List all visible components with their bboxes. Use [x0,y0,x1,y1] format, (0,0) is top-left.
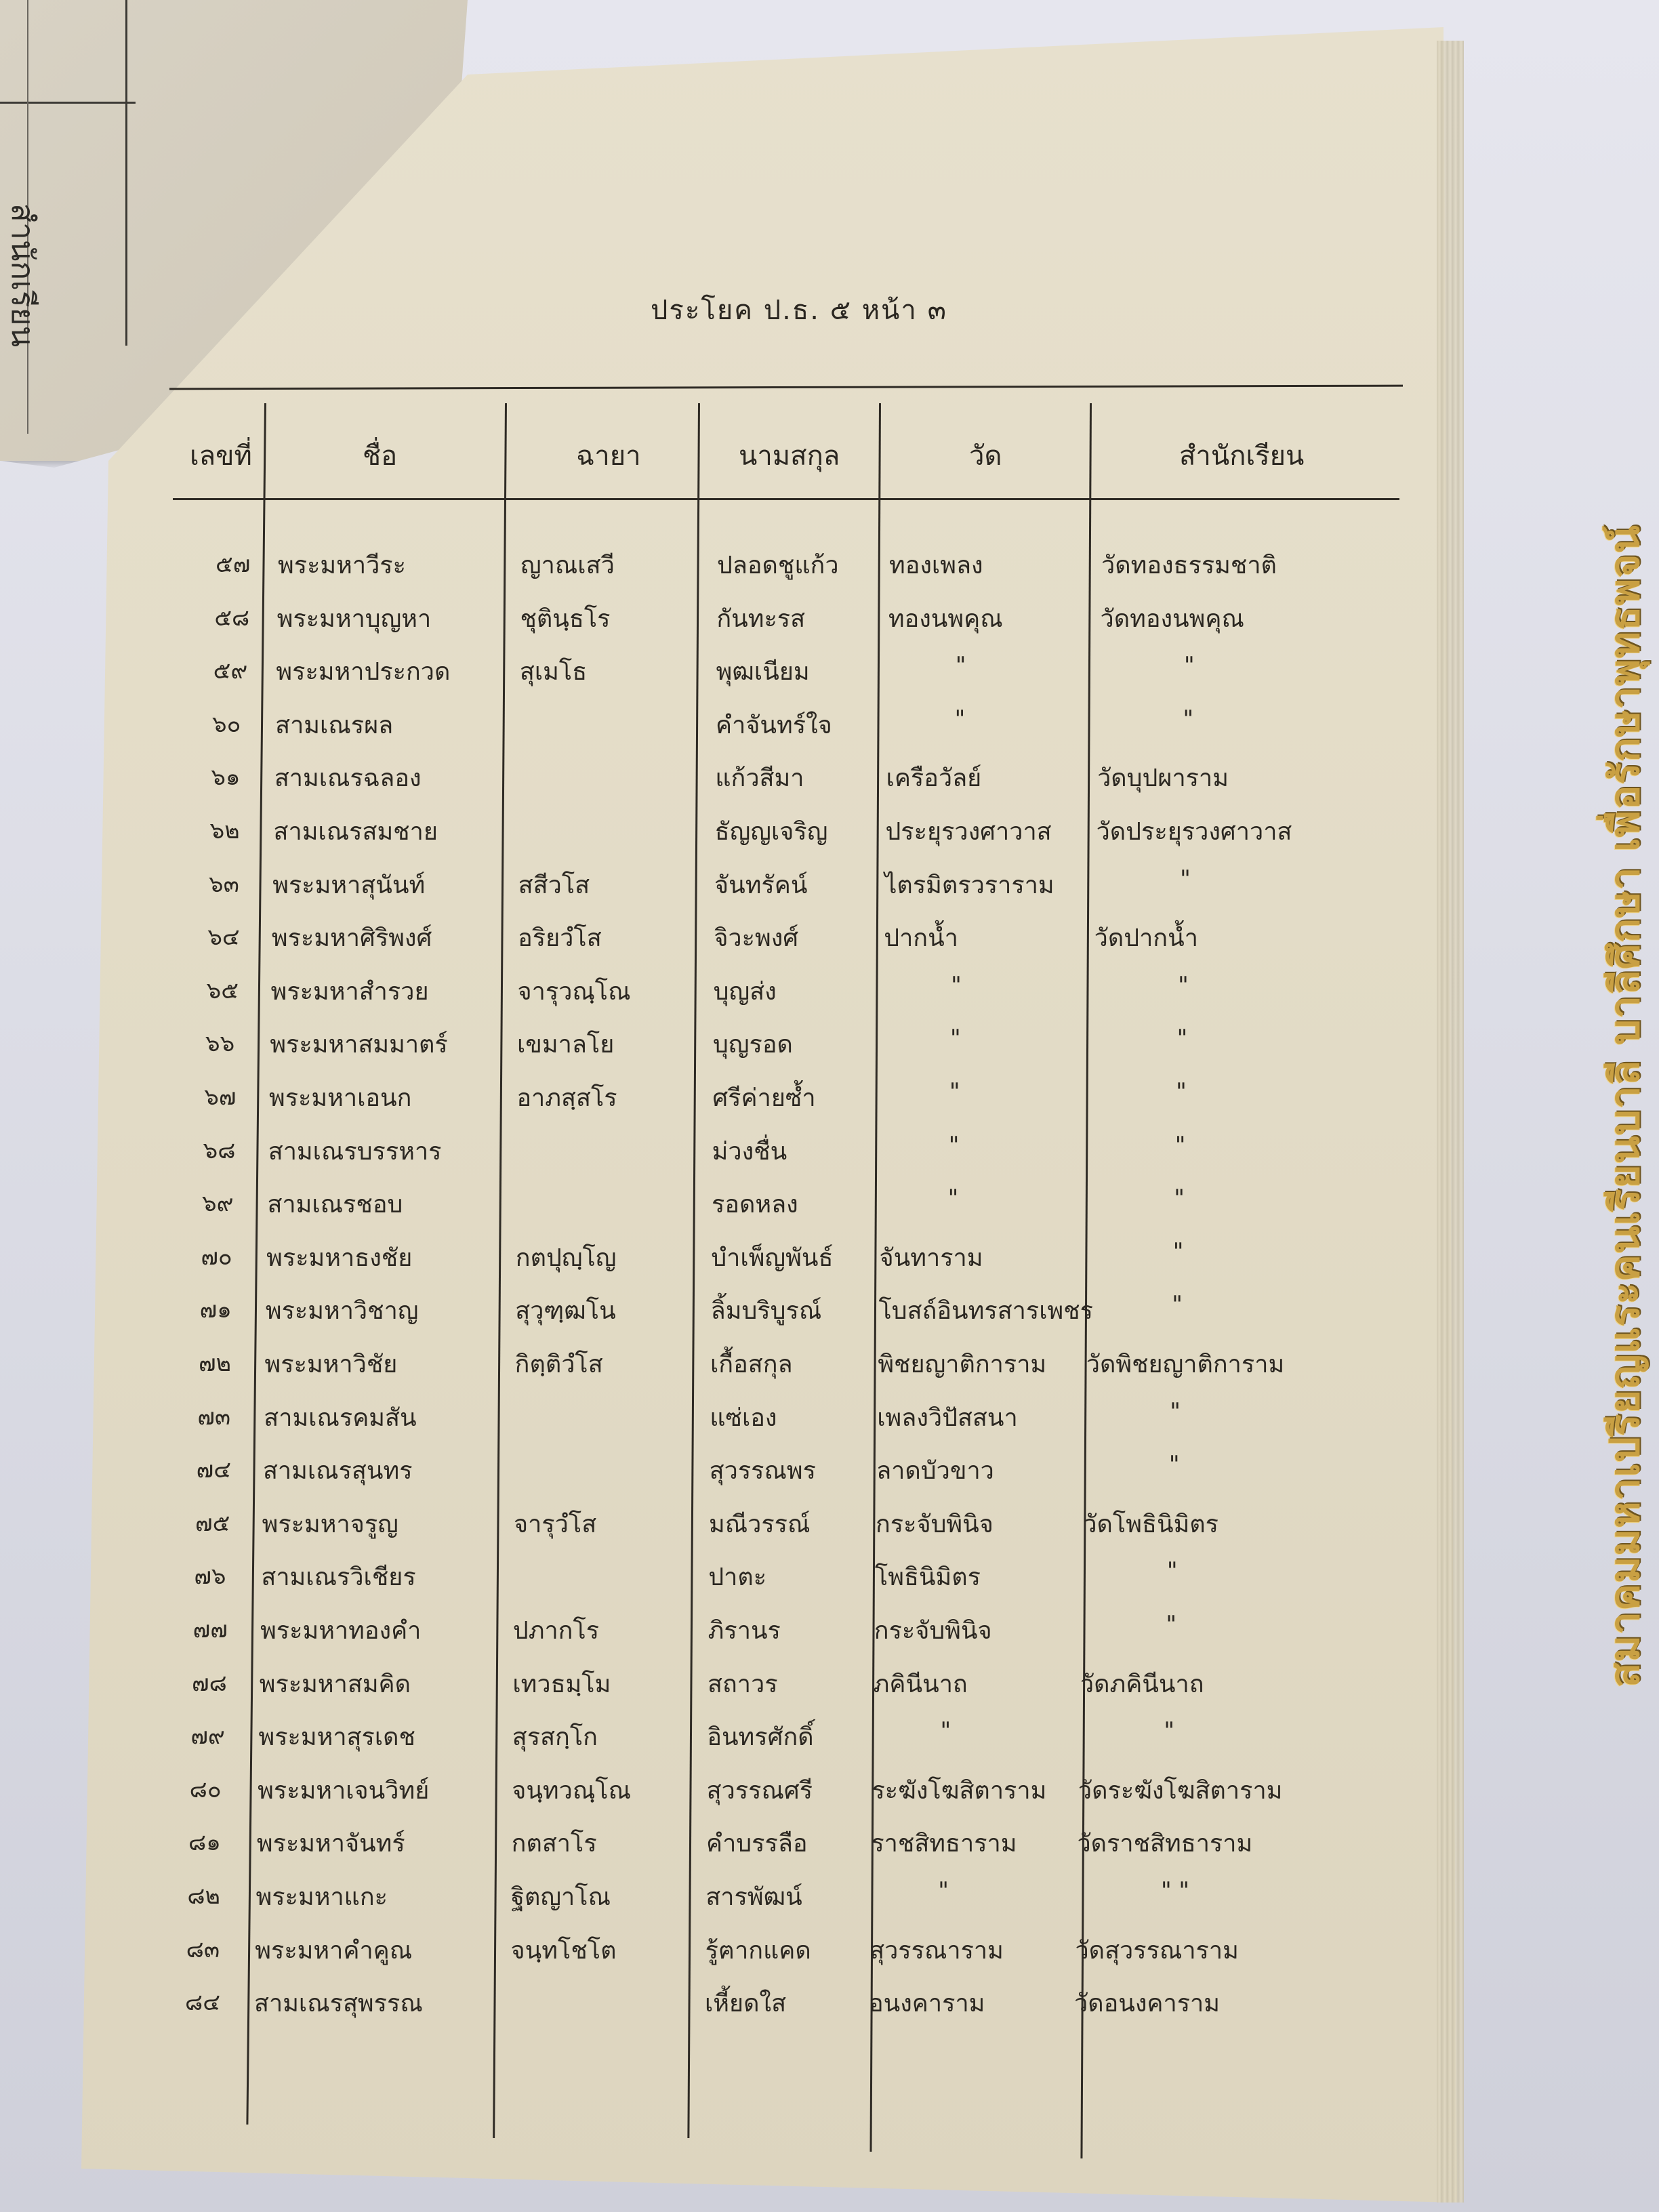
cell-wat: ลาดบัวขาว [876,1457,994,1486]
cell-chaya: อาภสฺสโร [516,1084,617,1112]
cell-name: สามเณรผล [275,711,394,739]
cell-no: ๖๒ [209,817,240,844]
cell-chaya: จนฺทโชโต [510,1936,617,1965]
table-line [0,102,136,104]
table-row [0,1931,1659,1978]
table-row [0,1504,1659,1552]
column-header-wat: วัด [969,441,1002,472]
table-row [0,705,1659,753]
cell-wat: ประยุรวงศาวาส [885,818,1052,846]
cell-no: ๗๘ [192,1669,227,1697]
cell-school: วัดสุวรรณาราม [1075,1936,1239,1965]
table-row [0,1664,1659,1712]
cell-chaya: สุรสกฺโก [512,1723,598,1752]
cell-no: ๖๙ [202,1190,234,1218]
cell-no: ๘๔ [185,1989,220,2017]
cell-school: " [1172,1237,1184,1265]
cell-wat: " [954,705,966,733]
cell-chaya: ฐิตญาโณ [511,1883,611,1911]
table-row [0,1877,1659,1925]
cell-name: พระมหาคำคูณ [255,1936,413,1965]
cell-school: " [1170,1397,1181,1425]
table-row [0,1771,1659,1818]
cell-school: " [1168,1451,1180,1479]
cell-surname: พุฒเนียม [716,658,810,687]
table-row [0,865,1659,913]
cell-no: ๗๒ [199,1350,231,1377]
cell-surname: จันทรัคน์ [714,871,808,899]
cell-wat: โบสถ์อินทรสารเพชร [878,1297,1094,1326]
table-row [0,1078,1659,1126]
cell-name: สามเณรคมสัน [264,1404,417,1432]
cell-surname: สถาวร [708,1670,778,1698]
cell-school: " [1166,1611,1176,1638]
cell-wat: เพลงวิปัสสนา [877,1404,1018,1432]
cell-school: วัดปากน้ำ [1094,924,1198,953]
cell-chaya: สุวุฑฺฒโน [515,1297,616,1326]
cell-wat: " [955,652,966,680]
cell-wat: พิชยญาติการาม [878,1351,1047,1378]
table-row [0,1557,1659,1605]
cell-no: ๖๑ [211,764,241,792]
column-header-name: ชื่อ [363,441,398,472]
table-row [0,546,1659,593]
cell-no: ๖๕ [206,977,239,1004]
cell-no: ๖๘ [203,1136,236,1164]
cell-name: พระมหาสมมาตร์ [270,1031,448,1059]
table-row [0,1824,1659,1871]
cell-wat: ภคินีนาถ [873,1670,968,1698]
cell-surname: บำเพ็ญพันธ์ [711,1244,834,1272]
cell-surname: เหี้ยดใส [705,1990,787,2018]
cell-no: ๖๔ [207,924,240,951]
cell-no: ๗๑ [199,1296,232,1324]
cell-wat: โพธินิมิตร [874,1563,981,1592]
cell-wat: " [940,1717,951,1745]
column-header-chaya: ฉายา [576,441,641,472]
cell-surname: เกื้อสกุล [710,1351,793,1378]
cell-school: " [1164,1717,1175,1745]
cell-chaya: ปภากโร [512,1617,600,1645]
cell-wat: ทองนพคุณ [888,605,1003,633]
table-row [0,918,1659,966]
cell-chaya: เขมาลโย [517,1031,615,1059]
cell-name: พระมหาสมคิด [259,1670,411,1698]
cell-name: พระมหาวิชาญ [265,1297,419,1326]
cell-school: วัดทองธรรมชาติ [1101,552,1277,579]
cell-no: ๖๖ [205,1030,235,1058]
cell-name: พระมหาวิชัย [264,1351,398,1378]
cell-no: ๕๙ [213,657,248,685]
cell-chaya: อริยวํโส [518,924,602,953]
cell-surname: ม่วงชื่น [712,1137,787,1166]
cell-chaya: เทวธมฺโม [512,1670,611,1698]
table-row [0,1717,1659,1765]
cell-wat: จันทาราม [879,1244,983,1272]
cell-name: สามเณรบรรหาร [268,1137,442,1166]
table-row [0,1025,1659,1072]
cell-school: " [1180,865,1191,893]
cell-name: พระมหาสำรวย [270,977,429,1006]
cell-surname: แก้วสีมา [715,764,804,793]
cell-school: วัดอนงคาราม [1074,1990,1220,2018]
cell-chaya: จารุวํโส [514,1510,597,1538]
cell-wat: อนงคาราม [869,1990,985,2018]
cell-no: ๖๓ [209,870,239,898]
cell-surname: บุญรอด [713,1031,793,1059]
cell-chaya: กตปุญฺโญ [515,1244,617,1272]
cell-school: วัดพิชยญาติการาม [1086,1351,1285,1378]
cell-chaya: สสีวโส [518,871,590,899]
cell-school: " " [1160,1877,1190,1904]
cell-no: ๗๐ [201,1243,232,1271]
cell-wat: " [938,1877,949,1904]
cell-wat: " [947,1185,959,1212]
cell-wat: " [950,1025,961,1052]
cell-school: วัดภคินีนาถ [1080,1670,1204,1698]
cell-chaya: ญาณเสวี [520,552,615,579]
cell-school: วัดโพธินิมิตร [1083,1510,1219,1538]
cell-wat: ปากน้ำ [884,924,958,953]
cell-school: วัดระฆังโฆสิตาราม [1078,1776,1283,1805]
cell-wat: ระฆังโฆสิตาราม [872,1776,1047,1805]
cell-wat: ไตรมิตรวราราม [884,871,1054,899]
cell-name: สามเณรวิเชียร [261,1563,416,1592]
cell-chaya: กิตฺติวํโส [514,1351,603,1378]
cell-school: " [1174,1131,1186,1159]
cell-name: พระมหาทองคำ [260,1617,422,1645]
cell-no: ๗๗ [192,1616,228,1643]
table-row [0,1984,1659,2031]
cell-name: พระมหาประกวด [276,658,451,687]
cell-no: ๕๗ [216,551,251,578]
cell-school: " [1184,652,1195,680]
cell-no: ๖๐ [212,710,241,738]
column-header-surname: นามสกุล [739,441,840,472]
cell-surname: คำบรรลือ [706,1830,808,1858]
cell-no: ๘๑ [188,1829,221,1857]
cell-surname: สุวรรณศรี [706,1776,813,1805]
cell-chaya: สุเมโธ [519,658,588,687]
cell-name: พระมหาธงชัย [266,1244,413,1272]
cell-surname: รู้ฅากแคด [705,1936,811,1965]
cell-wat: " [951,971,962,999]
cell-surname: กันทะรส [716,605,806,633]
column-header-school: สำนักเรียน [1179,441,1305,472]
cell-surname: ปาตะ [708,1563,767,1592]
cell-no: ๘๓ [186,1936,220,1963]
cell-no: ๗๖ [194,1563,226,1591]
cell-school: วัดทองนพคุณ [1100,605,1244,633]
page-heading: ประโยค ป.ธ. ๕ หน้า ๓ [651,295,947,326]
cell-surname: อินทรศักดิ์ [707,1723,814,1752]
cell-wat: ทองเพลง [889,552,983,579]
cell-surname: รอดหลง [712,1191,798,1219]
cell-surname: บุญส่ง [713,977,777,1006]
table-row [0,1291,1659,1338]
cell-name: สามเณรสมชาย [273,818,438,846]
cell-no: ๗๔ [196,1456,231,1484]
table-row [0,599,1659,647]
cell-surname: สุวรรณพร [709,1457,816,1486]
cell-school: วัดประยุรวงศาวาส [1096,818,1292,846]
table-row [0,812,1659,859]
cell-wat: " [948,1131,960,1159]
table-row [0,1132,1659,1179]
cell-chaya: จารุวณฺโณ [517,977,631,1006]
cell-wat: ราชสิทธาราม [871,1830,1017,1858]
previous-page-label: สำนักเรียน [5,203,41,348]
cell-wat: กระจับพินิจ [876,1510,994,1538]
table-row [0,1185,1659,1232]
cell-no: ๘๐ [189,1776,222,1803]
cell-name: พระมหาเจนวิทย์ [258,1776,430,1805]
cell-school: " [1176,1078,1187,1105]
cell-name: พระมหาสุรเดช [258,1723,415,1752]
cell-surname: สารพัฒน์ [705,1883,802,1911]
cell-wat: " [949,1078,960,1105]
cell-name: พระมหาบุญหา [276,605,432,633]
cell-school: " [1176,1025,1188,1052]
cell-name: พระมหาจรูญ [262,1510,398,1538]
table-row [0,652,1659,699]
cell-surname: จิวะพงศ์ [714,924,799,953]
cell-school: " [1166,1557,1178,1585]
cell-surname: แซ่เอง [710,1404,777,1432]
cell-school: " [1174,1185,1185,1212]
cell-name: สามเณรสุพรรณ [254,1990,423,2018]
cell-no: ๘๒ [187,1883,220,1910]
cell-name: พระมหาสุนันท์ [272,871,426,899]
cell-wat: เครือวัลย์ [886,764,982,793]
cell-school: " [1172,1291,1183,1319]
cell-wat: สุวรรณาราม [869,1936,1004,1965]
cell-school: " [1183,705,1194,733]
cell-surname: ภิรานร [708,1617,781,1645]
cell-surname: ศรีค่ายซ้ำ [712,1084,816,1112]
cell-surname: มณีวรรณ์ [709,1510,811,1538]
cell-name: พระมหาวีระ [278,552,406,579]
table-row [0,1398,1659,1446]
table-row [0,1238,1659,1286]
column-header-number: เลขที่ [190,441,252,472]
cell-name: พระมหาจันทร์ [256,1830,405,1858]
cell-name: พระมหาเอนก [269,1084,412,1112]
cell-chaya: ชุตินฺธโร [520,605,611,633]
table-row [0,1611,1659,1658]
cell-surname: ธัญญเจริญ [714,818,828,846]
cell-school: วัดบุปผาราม [1097,764,1229,793]
cell-chaya: กตสาโร [511,1830,597,1858]
table-row [0,1451,1659,1498]
cell-name: พระมหาศิริพงศ์ [271,924,432,953]
cell-wat: กระจับพินิจ [874,1617,992,1645]
cell-no: ๗๙ [190,1723,225,1750]
table-line [125,0,127,346]
cell-surname: คำจันทร์ใจ [716,711,832,739]
cell-name: พระมหาแกะ [255,1883,388,1911]
cell-no: ๗๕ [195,1509,230,1537]
table-row [0,1345,1659,1392]
cell-no: ๖๗ [204,1084,237,1111]
cell-surname: ลิ้มบริบูรณ์ [710,1297,822,1326]
cell-name: สามเณรชอบ [267,1191,403,1219]
cell-school: " [1178,971,1189,999]
cell-no: ๗๓ [197,1403,231,1431]
cell-chaya: จนฺทวณฺโณ [512,1776,631,1805]
table-row [0,758,1659,806]
watermark-text: สมาคมมหาเปรียญแระคนเรียนบาลี บาลีศึกษา เพื่อรักษาพุทธพจน์ [1601,525,1649,1687]
header-bottom-rule [173,498,1399,500]
cell-no: ๕๘ [214,604,250,632]
cell-surname: ปลอดชูแก้ว [717,552,839,579]
cell-name: สามเณรสุนทร [262,1457,413,1486]
cell-school: วัดราชสิทธาราม [1077,1830,1253,1858]
cell-name: สามเณรฉลอง [274,764,422,793]
table-row [0,972,1659,1019]
